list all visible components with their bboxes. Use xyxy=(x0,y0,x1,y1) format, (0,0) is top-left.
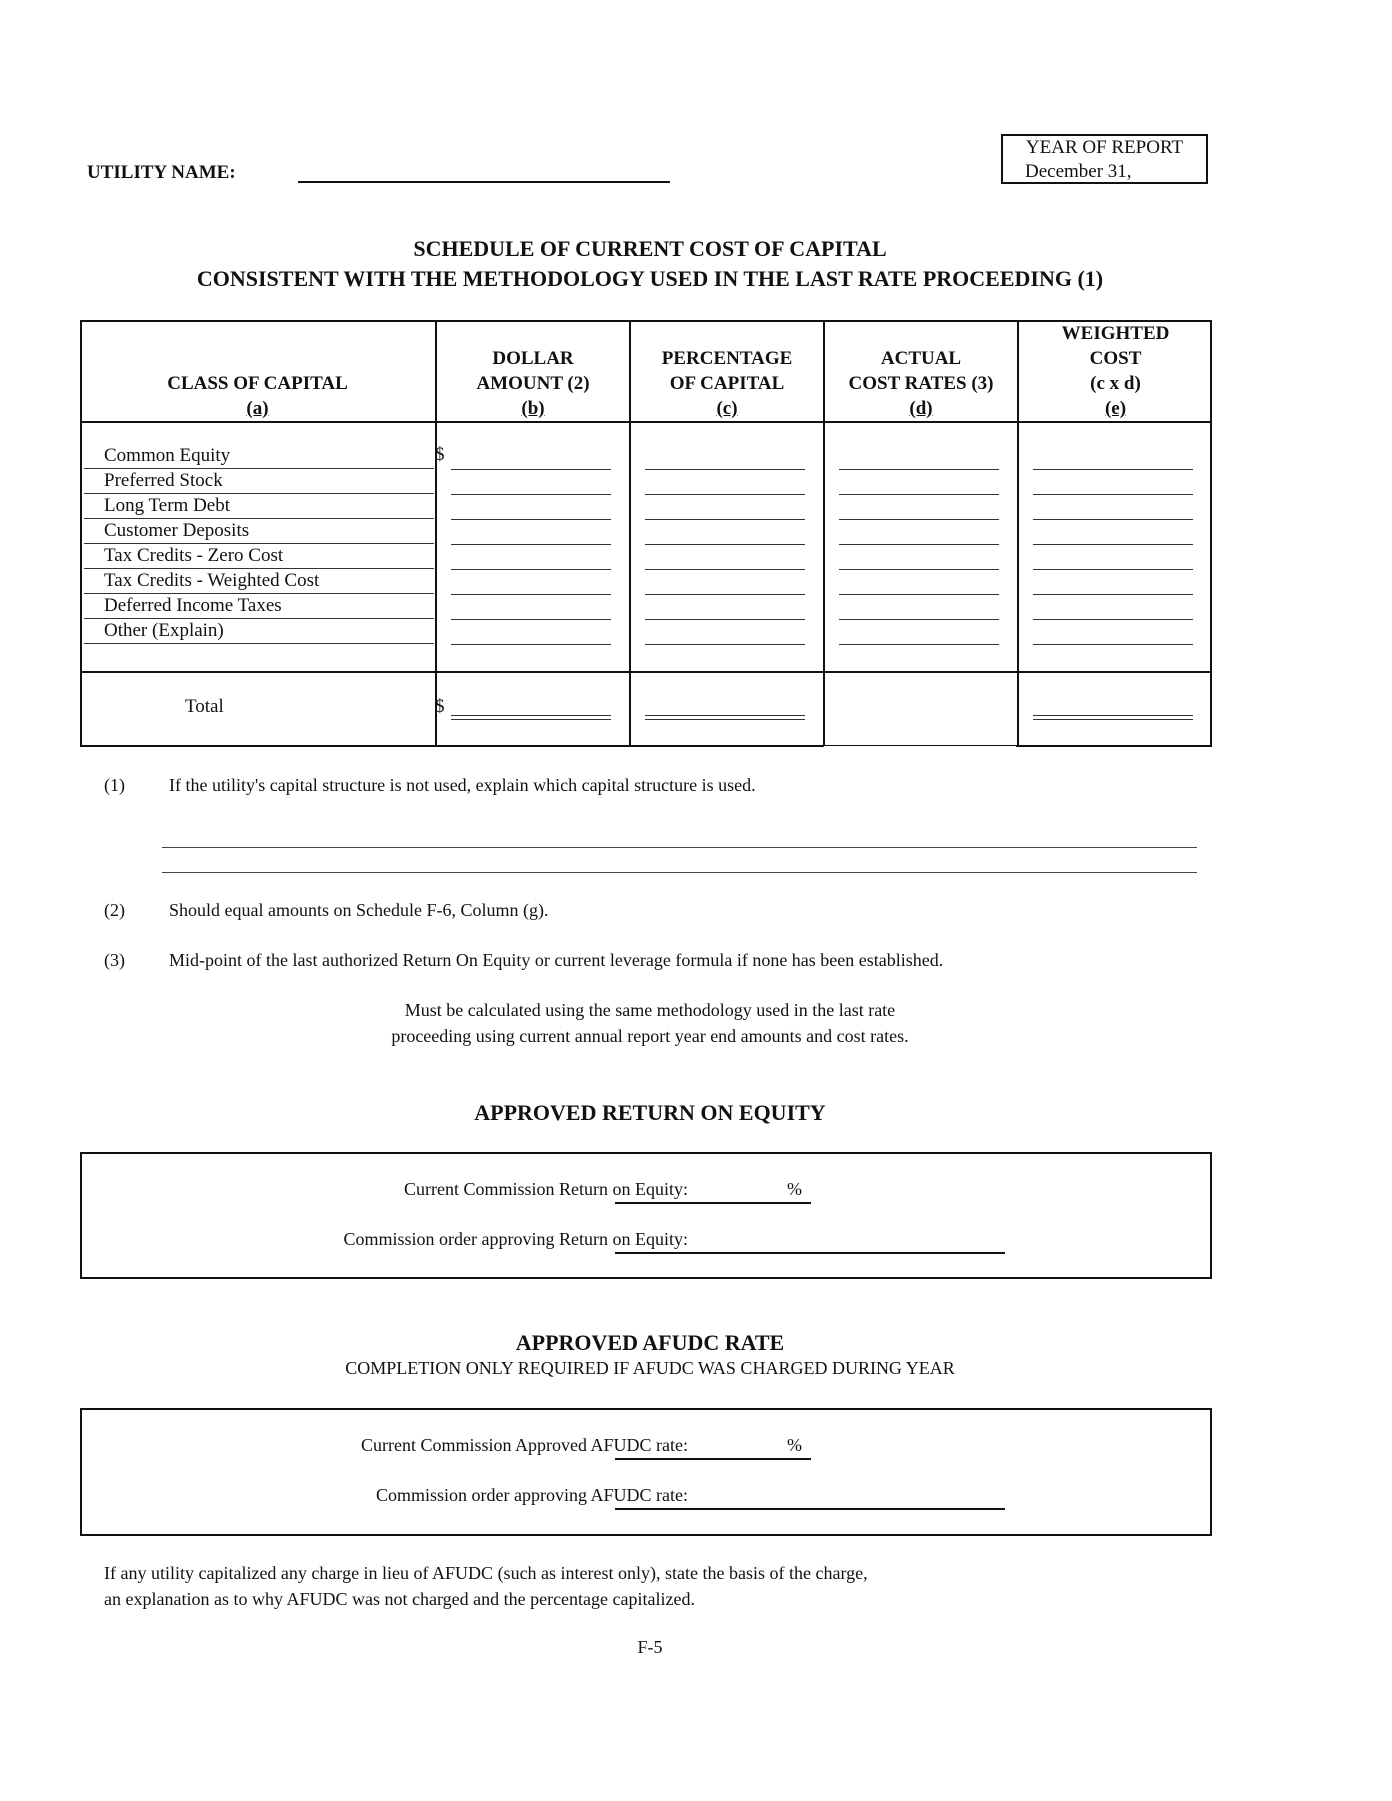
row-rule xyxy=(84,568,434,569)
afudc-box xyxy=(80,1408,1212,1536)
row-rule xyxy=(84,593,434,594)
entry-field-cost-rate[interactable] xyxy=(839,544,999,545)
roe-section-title: APPROVED RETURN ON EQUITY xyxy=(474,1100,826,1125)
explanation-line-2[interactable] xyxy=(162,872,1197,873)
blank-cell-edge xyxy=(824,746,1016,750)
roe-current-field[interactable] xyxy=(615,1202,811,1204)
total-weighted-cost-field[interactable] xyxy=(1033,715,1193,720)
dollar-sign: $ xyxy=(435,444,445,465)
year-of-report-date: December 31, xyxy=(1025,161,1132,182)
row-rule xyxy=(84,493,434,494)
methodology-note-2: proceeding using current annual report year end amounts and cost rates. xyxy=(391,1026,909,1046)
row-label-deferred-taxes: Deferred Income Taxes xyxy=(104,595,282,616)
roe-order-label: Commission order approving Return on Equity: xyxy=(343,1229,688,1249)
entry-field-dollar[interactable] xyxy=(451,494,611,495)
row-rule xyxy=(84,618,434,619)
note-3-text: Mid-point of the last authorized Return On Equity or current leverage formula if none has been established. xyxy=(169,950,944,970)
entry-field-cost-rate[interactable] xyxy=(839,644,999,645)
afudc-in-lieu-note xyxy=(104,1560,868,1612)
page-number: F-5 xyxy=(637,1637,663,1657)
roe-order-field[interactable] xyxy=(615,1252,1005,1254)
row-label-customer-deposits: Customer Deposits xyxy=(104,520,250,541)
afudc-current-label: Current Commission Approved AFUDC rate: xyxy=(361,1435,688,1455)
year-of-report-title: YEAR OF REPORT xyxy=(1025,137,1184,158)
total-dollar-field[interactable] xyxy=(451,715,611,720)
col-header-cost-rates: ACTUAL COST RATES (3) (d) xyxy=(848,348,994,419)
row-rule xyxy=(84,468,434,469)
afudc-note-line-1: If any utility capitalized any charge in lieu of AFUDC (such as interest only), state the basis of the charge, xyxy=(104,1563,868,1583)
entry-field-percentage[interactable] xyxy=(645,594,805,595)
roe-box xyxy=(80,1152,1212,1279)
total-percentage-field[interactable] xyxy=(645,715,805,720)
row-label-common-equity: Common Equity xyxy=(104,445,231,466)
entry-field-cost-rate[interactable] xyxy=(839,519,999,520)
afudc-order-field[interactable] xyxy=(615,1508,1005,1510)
entry-field-weighted-cost[interactable] xyxy=(1033,469,1193,470)
entry-field-cost-rate[interactable] xyxy=(839,494,999,495)
entry-field-percentage[interactable] xyxy=(645,644,805,645)
entry-field-cost-rate[interactable] xyxy=(839,569,999,570)
cost-of-capital-table xyxy=(80,320,1212,749)
dollar-sign-total: $ xyxy=(435,696,445,717)
row-label-long-term-debt: Long Term Debt xyxy=(104,495,231,516)
total-label: Total xyxy=(185,696,224,717)
note-1-number: (1) xyxy=(104,775,125,795)
afudc-note-line-2: an explanation as to why AFUDC was not charged and the percentage capitalized. xyxy=(104,1589,695,1609)
header-rule xyxy=(80,421,1212,423)
utility-name-field[interactable] xyxy=(298,181,670,183)
note-3-number: (3) xyxy=(104,950,125,970)
row-label-tax-credits-zero: Tax Credits - Zero Cost xyxy=(104,545,284,566)
col-header-percentage: PERCENTAGE OF CAPITAL (c) xyxy=(661,348,793,419)
row-rule xyxy=(84,543,434,544)
entry-field-dollar[interactable] xyxy=(451,644,611,645)
afudc-current-field[interactable] xyxy=(615,1458,811,1460)
roe-percent-sign: % xyxy=(787,1179,802,1199)
entry-field-dollar[interactable] xyxy=(451,594,611,595)
entry-field-dollar[interactable] xyxy=(451,469,611,470)
schedule-title: SCHEDULE OF CURRENT COST OF CAPITAL xyxy=(413,236,887,261)
entry-field-weighted-cost[interactable] xyxy=(1033,619,1193,620)
afudc-order-label: Commission order approving AFUDC rate: xyxy=(376,1485,688,1505)
entry-field-percentage[interactable] xyxy=(645,519,805,520)
entry-field-weighted-cost[interactable] xyxy=(1033,644,1193,645)
entry-field-weighted-cost[interactable] xyxy=(1033,569,1193,570)
row-label-preferred-stock: Preferred Stock xyxy=(104,470,223,491)
blank-cell xyxy=(825,673,1015,745)
col-header-dollar: DOLLAR AMOUNT (2) (b) xyxy=(476,348,590,419)
afudc-subtitle: COMPLETION ONLY REQUIRED IF AFUDC WAS CHARGED DURING YEAR xyxy=(345,1358,955,1378)
note-1-text: If the utility's capital structure is not used, explain which capital structure is used. xyxy=(169,775,756,795)
entry-field-weighted-cost[interactable] xyxy=(1033,544,1193,545)
entry-field-dollar[interactable] xyxy=(451,544,611,545)
row-label-other: Other (Explain) xyxy=(104,620,224,641)
row-label-tax-credits-weighted: Tax Credits - Weighted Cost xyxy=(104,570,320,591)
entry-field-weighted-cost[interactable] xyxy=(1033,494,1193,495)
row-rule xyxy=(84,518,434,519)
entry-field-cost-rate[interactable] xyxy=(839,469,999,470)
utility-name-label: UTILITY NAME: xyxy=(87,162,236,183)
col-header-weighted-cost: WEIGHTED COST (c x d) (e) xyxy=(1061,323,1170,419)
entry-field-dollar[interactable] xyxy=(451,569,611,570)
note-2-number: (2) xyxy=(104,900,125,920)
afudc-percent-sign: % xyxy=(787,1435,802,1455)
entry-field-weighted-cost[interactable] xyxy=(1033,594,1193,595)
entry-field-weighted-cost[interactable] xyxy=(1033,519,1193,520)
entry-field-cost-rate[interactable] xyxy=(839,619,999,620)
afudc-section-title: APPROVED AFUDC RATE xyxy=(515,1330,785,1355)
entry-field-percentage[interactable] xyxy=(645,544,805,545)
roe-current-label: Current Commission Return on Equity: xyxy=(404,1179,688,1199)
entry-field-percentage[interactable] xyxy=(645,494,805,495)
entry-field-percentage[interactable] xyxy=(645,619,805,620)
entry-field-percentage[interactable] xyxy=(645,569,805,570)
year-of-report-box xyxy=(1001,134,1208,184)
row-rule xyxy=(84,643,434,644)
total-rule xyxy=(80,671,1212,673)
entry-field-percentage[interactable] xyxy=(645,469,805,470)
entry-field-dollar[interactable] xyxy=(451,619,611,620)
col-header-class: CLASS OF CAPITAL (a) xyxy=(167,373,348,419)
entry-field-cost-rate[interactable] xyxy=(839,594,999,595)
explanation-line-1[interactable] xyxy=(162,847,1197,848)
note-2-text: Should equal amounts on Schedule F-6, Column (g). xyxy=(169,900,549,920)
methodology-note-1: Must be calculated using the same methodology used in the last rate xyxy=(404,1000,896,1020)
schedule-subtitle: CONSISTENT WITH THE METHODOLOGY USED IN THE LAST RATE PROCEEDING (1) xyxy=(196,266,1104,291)
entry-field-dollar[interactable] xyxy=(451,519,611,520)
